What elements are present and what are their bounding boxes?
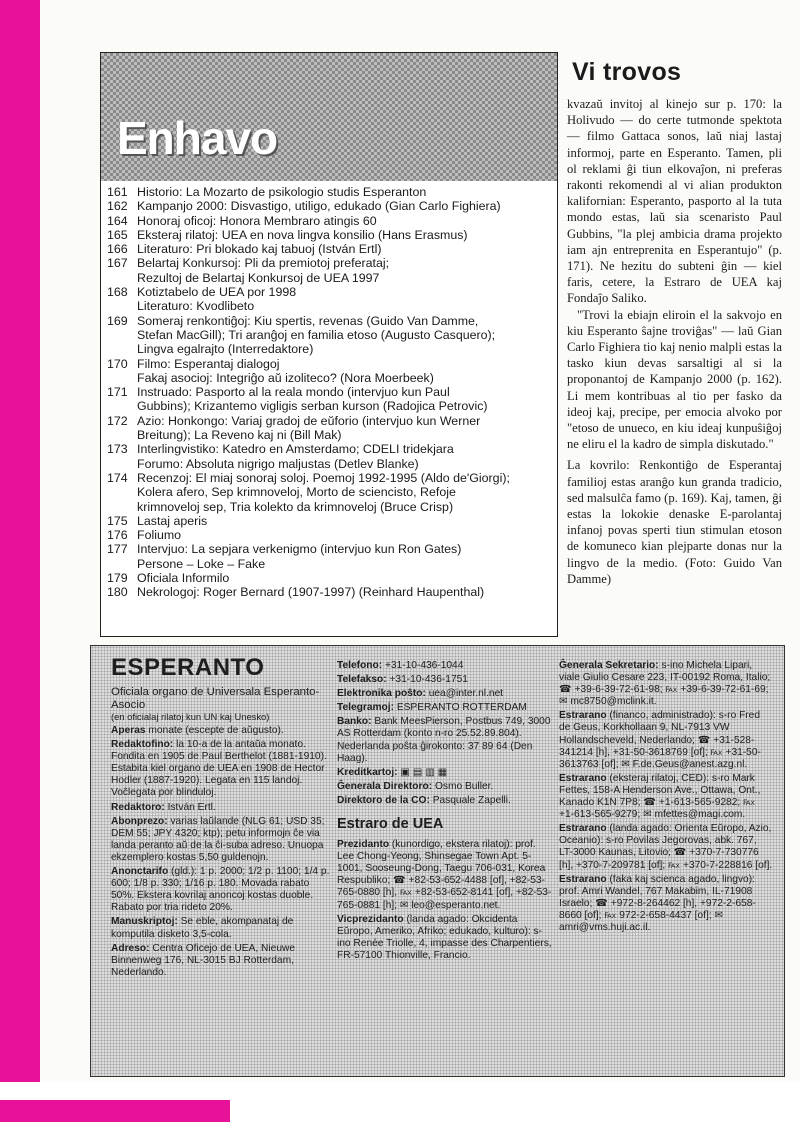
masthead-entry-text: István Ertl. bbox=[167, 801, 216, 813]
toc-entry bbox=[107, 528, 551, 542]
toc-page-number bbox=[107, 399, 137, 413]
toc-page-number: 180 bbox=[107, 585, 128, 600]
toc-entry-text: Eksteraj rilatoj: UEA en nova lingva konsilio (Hans Erasmus) bbox=[137, 227, 468, 242]
toc-entry bbox=[107, 485, 551, 499]
toc-page-number: 174 bbox=[107, 470, 128, 485]
masthead-entry-label: Direktoro de la CO: bbox=[337, 794, 430, 806]
toc-entry bbox=[107, 199, 551, 213]
masthead-entry bbox=[559, 660, 773, 708]
masthead-entry-label: Aperas bbox=[111, 725, 146, 736]
toc-entry bbox=[107, 371, 551, 385]
toc-entry-text: Azio: Honkongo: Variaj gradoj de eŭforio (intervjuo kun Werner bbox=[137, 413, 481, 428]
toc-page-number: 179 bbox=[107, 571, 128, 586]
toc-page-number: 161 bbox=[107, 185, 128, 199]
toc-page-number: 175 bbox=[107, 513, 128, 528]
toc-entry-text: Lingva egalrajto (Interredaktore) bbox=[137, 342, 314, 357]
masthead-entry-text: +31-10-436-1044 bbox=[384, 660, 464, 671]
toc-entry-text: Literaturo: Pri blokado kaj tabuoj (István Ertl) bbox=[137, 242, 382, 257]
toc-entry-text: Belartaj Konkursoj: Pli da premiotoj preferataj; bbox=[137, 256, 390, 271]
masthead-entry-text: Bank MeesPierson, Postbus 749, 3000 AS Rotterdam (konto n-ro 25.52.89.804). Nederlanda poŝta ĝirokonto: 37 89 64 (Den Haag). bbox=[337, 716, 551, 764]
masthead-entry-label: Elektronika poŝto: bbox=[337, 688, 426, 700]
toc-entry-text: Kotiztabelo de UEA por 1998 bbox=[137, 285, 297, 300]
toc-entry-text: Fakaj asocioj: Integriĝo aŭ izoliteco? (Nora Moerbeek) bbox=[137, 370, 434, 385]
masthead-entry bbox=[111, 943, 333, 979]
toc-header-pattern bbox=[101, 53, 557, 181]
toc-entry-text: Kampanjo 2000: Disvastigo, utiligo, edukado (Gian Carlo Fighiera) bbox=[137, 199, 501, 214]
toc-entry bbox=[107, 214, 551, 228]
masthead-entry bbox=[111, 816, 333, 864]
masthead-entry bbox=[337, 688, 555, 700]
toc-entry-text: Lastaj aperis bbox=[137, 513, 208, 528]
toc-page-number bbox=[107, 428, 137, 442]
toc-page-number: 172 bbox=[107, 413, 128, 428]
masthead-column-3 bbox=[559, 660, 773, 936]
masthead-entry bbox=[111, 866, 333, 914]
toc-entry bbox=[107, 285, 551, 299]
masthead-entry-text: ▣ ▤ ▥ ▦ bbox=[400, 766, 448, 778]
masthead-entry bbox=[111, 802, 333, 814]
toc-page-number bbox=[107, 500, 137, 514]
toc-entry bbox=[107, 542, 551, 556]
toc-page-number: 171 bbox=[107, 385, 128, 400]
masthead-entry-text: s-ino Michela Lipari, viale Giulio Cesare 223, IT-00192 Roma, Italio; ☎ +39-6-39-72-61-98; ℻ +39-6-39-72-61-69; ✉ mc8750@mclink.it. bbox=[559, 660, 771, 708]
masthead-entry bbox=[559, 823, 773, 871]
toc-entry-text: Foliumo bbox=[137, 528, 182, 543]
masthead-entry-label: Telefakso: bbox=[337, 674, 387, 686]
vi-trovos-paragraph-2: "Trovi la ebiajn eliroin el la sakvojo en kiu Esperanto ŝajne troviĝas" — laŭ Gian Carlo Fighiera tio kaj nenio malpli estas la tasko kiun devas sarsaltigi al si la proponantoj de Kampanjo 2000 (p. 162). Li mem kontribuas al tio per fasko da ideoj kaj, precipe, per emocia alvoko por "etoso de unueco, en kiu ideaj kunpuŝiĝoj ne eliru el la kadro de simpla diskutado." bbox=[567, 307, 782, 452]
toc-page-number: 167 bbox=[107, 256, 128, 271]
masthead-entry-label: Estrarano bbox=[559, 710, 607, 722]
masthead-entry-label: Redaktofino: bbox=[111, 739, 174, 751]
toc-entry bbox=[107, 271, 551, 285]
masthead-entry bbox=[337, 702, 555, 714]
masthead-entry-label: Banko: bbox=[337, 716, 372, 728]
table-of-contents bbox=[100, 52, 558, 637]
toc-entry bbox=[107, 471, 551, 485]
masthead-entry bbox=[337, 781, 555, 793]
toc-page-number bbox=[107, 557, 137, 571]
masthead-entry-label: Abonprezo: bbox=[111, 815, 168, 827]
masthead-column-2 bbox=[337, 660, 555, 964]
toc-entry-text: Forumo: Absoluta nigrigo maljustas (Detlev Blanke) bbox=[137, 456, 419, 471]
toc-entry-text: Nekrologoj: Roger Bernard (1907-1997) (Reinhard Haupenthal) bbox=[137, 585, 485, 600]
toc-entry bbox=[107, 228, 551, 242]
toc-entry-text: Kolera afero, Sep krimnoveloj, Morto de sciencisto, Refoje bbox=[137, 485, 456, 500]
masthead-entry-label: Estrarano bbox=[559, 772, 607, 784]
masthead-entry bbox=[337, 839, 555, 912]
toc-entry-text: Interlingvistiko: Katedro en Amsterdamo; CDELI tridekjara bbox=[137, 442, 454, 457]
toc-list bbox=[107, 185, 551, 600]
toc-entry-text: krimnoveloj sep, Tria kolekto da krimnoveloj (Bruce Crisp) bbox=[137, 499, 454, 514]
toc-page-number: 173 bbox=[107, 442, 128, 457]
masthead-entry bbox=[559, 710, 773, 770]
toc-page-number: 176 bbox=[107, 528, 128, 543]
masthead-entry-text: (faka kaj scienca agado, lingvo): prof. Amri Wandel, 767 Makabim, IL-71908 Israelo; ☎ +972-8-264462 [h], +972-2-658-8660 [of]; ℻ 972-2-658-4437 [of]; ✉ amri@vms.huji.ac.il. bbox=[559, 873, 756, 933]
toc-entry bbox=[107, 385, 551, 399]
masthead-entry-text: varias laŭlande (NLG 61; USD 35; DEM 55; JPY 4320; ktp); petu informojn ĉe via landa peranto aŭ de la ĉi-suba adreso. Unuopa ekzemplero kostas 5,50 guldenojn. bbox=[111, 815, 325, 863]
masthead-entry-label: Ĝenerala Sekretario: bbox=[559, 660, 659, 671]
masthead-entry bbox=[337, 914, 555, 962]
masthead-entry-label: Kreditkartoj: bbox=[337, 766, 398, 778]
toc-entry bbox=[107, 585, 551, 599]
toc-entry-text: Breitung); La Reveno kaj ni (Bill Mak) bbox=[137, 428, 342, 443]
masthead-entry bbox=[559, 773, 773, 821]
toc-entry-text: Rezultoj de Belartaj Konkursoj de UEA 1997 bbox=[137, 270, 380, 285]
toc-page-number bbox=[107, 299, 137, 313]
toc-page-number bbox=[107, 271, 137, 285]
masthead-entry-text: (financo, administrado): s-ro Fred de Geus, Korkhollaan 9, NL-7913 VW Hollandscheveld, Nederlando; ☎ +31-528-341214 [h], +31-50-3618769 [of]; ℻ +31-50-3613763 [of]; ✉ F.de.Geus@anest.azg.nl. bbox=[559, 710, 761, 770]
masthead-entry-text: la 10-a de la antaŭa monato. Fondita en 1905 de Paul Berthelot (1881-1910). Estabita kiel organo de UEA en 1908 de Hector Hodler (1887-1920). Legata en 115 landoj. Voĉlegata por blinduloj. bbox=[111, 739, 327, 799]
masthead-entry-text: (landa agado: Orienta Eŭropo, Azio, Oceanio): s-ro Povilas Jegorovas, abk. 767, LT-3000 Kaunas, Litovio; ☎ +370-7-730776 [h], +370-7-209781 [of]; ℻ +370-7-228816 [of]. bbox=[559, 823, 773, 871]
masthead-entry bbox=[337, 716, 555, 764]
toc-page-number bbox=[107, 485, 137, 499]
toc-title: Enhavo bbox=[117, 112, 278, 164]
masthead-title: ESPERANTO bbox=[111, 654, 265, 681]
toc-page-number bbox=[107, 371, 137, 385]
masthead-subtitle: Oficiala organo de Universala Esperanto-Asocio bbox=[111, 686, 320, 711]
magenta-bottom-strip bbox=[0, 1100, 230, 1122]
masthead-entry-label: Anonctarifo bbox=[111, 866, 169, 878]
toc-entry bbox=[107, 571, 551, 585]
board-title: Estraro de UEA bbox=[337, 816, 444, 833]
toc-page-number: 177 bbox=[107, 542, 128, 557]
masthead-entry-label: Redaktoro: bbox=[111, 801, 165, 813]
toc-entry bbox=[107, 328, 551, 342]
toc-entry-text: Instruado: Pasporto al la reala mondo (intervjuo kun Paul bbox=[137, 385, 450, 400]
toc-entry-text: Literaturo: Kvodlibeto bbox=[137, 299, 255, 314]
toc-entry-text: Someraj renkontiĝoj: Kiu spertis, revenas (Guido Van Damme, bbox=[137, 313, 479, 328]
masthead-entry-label: Ĝenerala Direktoro: bbox=[337, 780, 433, 792]
toc-entry-text: Honoraj oficoj: Honora Membraro atingis 60 bbox=[137, 213, 377, 228]
masthead-entry-label: Estrarano bbox=[559, 873, 607, 885]
masthead-entry-label: Estrarano bbox=[559, 823, 607, 835]
masthead-entry-label: Telefono: bbox=[337, 660, 383, 671]
vi-trovos-body bbox=[567, 96, 782, 587]
masthead-entry-text: (gld.): 1 p. 2000; 1/2 p. 1100; 1/4 p. 600; 1/8 p. 330; 1/16 p. 180. Movada rabato 50%. Ekstera kovrilaj anoncoj kostas duoble. Rabato por tria rideto 20%. bbox=[111, 866, 330, 914]
toc-page-number: 166 bbox=[107, 242, 128, 257]
vi-trovos-title: Vi trovos bbox=[572, 58, 682, 86]
toc-page-number: 162 bbox=[107, 199, 128, 214]
masthead-entry bbox=[559, 874, 773, 934]
masthead-entry-label: Prezidanto bbox=[337, 839, 390, 851]
toc-page-number bbox=[107, 457, 137, 471]
masthead-entry-text: Se eble, akompanataj de komputila disketo 3,5-cola. bbox=[111, 916, 294, 940]
toc-page-number bbox=[107, 328, 137, 342]
masthead-entry bbox=[337, 795, 555, 807]
toc-entry bbox=[107, 399, 551, 413]
toc-entry bbox=[107, 242, 551, 256]
masthead-entry bbox=[111, 916, 333, 940]
masthead-entry-label: Telegramoj: bbox=[337, 702, 394, 714]
masthead-box bbox=[90, 645, 785, 1077]
masthead-entry-label: Manuskriptoj: bbox=[111, 916, 178, 928]
toc-page-number: 170 bbox=[107, 356, 128, 371]
masthead-entry-text: Osmo Buller. bbox=[434, 780, 494, 792]
masthead-entry bbox=[111, 739, 333, 799]
toc-entry-text: Gubbins); Krizantemo vigligis serban kurson (Radojica Petrovic) bbox=[137, 399, 488, 414]
cover-caption: La kovrilo: Renkontiĝo de Esperantaj familioj estas aranĝo kun granda tradicio, sed malsulĉa famo (p. 169). Kaj, tamen, ĝi estas la lokokie denaske E-parolantaj infanoj povas sperti tiun stimulan etoson de komuneco kian plejparte donas nur la lingvo de la medio. (Foto: Guido Van Damme) bbox=[567, 458, 782, 586]
masthead-column-1 bbox=[111, 654, 333, 981]
toc-page-number bbox=[107, 342, 137, 356]
toc-entry bbox=[107, 500, 551, 514]
masthead-entry bbox=[337, 674, 555, 686]
masthead-entry-label: Adreso: bbox=[111, 942, 150, 954]
toc-entry bbox=[107, 414, 551, 428]
toc-page-number: 168 bbox=[107, 285, 128, 300]
toc-entry bbox=[107, 442, 551, 456]
toc-entry bbox=[107, 185, 551, 199]
masthead-entry-text: (kunordigo, ekstera rilatoj): prof. Lee Chong-Yeong, Shinsegae Town Apt. 5-1001, Sooseung-Dong, Taegu 706-031, Korea Respubliko; ☎ +82-53-652-4488 [of], +82-53-765-0880 [h], ℻ +82-53-652-8141 [of], +82-53-765-0881 [h]; ✉ leo@esperanto.net. bbox=[337, 839, 552, 911]
toc-entry bbox=[107, 357, 551, 371]
toc-entry bbox=[107, 557, 551, 571]
bottom-margin bbox=[0, 1082, 800, 1143]
toc-page-number: 165 bbox=[107, 227, 128, 242]
masthead-entry bbox=[337, 767, 555, 779]
masthead-subtitle-note: (en oficialaj rilatoj kun UN kaj Unesko) bbox=[111, 711, 270, 722]
toc-entry-text: Filmo: Esperantaj dialogoj bbox=[137, 356, 280, 371]
masthead-entry-label: Vicprezidanto bbox=[337, 913, 404, 925]
toc-entry-text: Oficiala Informilo bbox=[137, 571, 230, 586]
toc-page-number: 164 bbox=[107, 213, 128, 228]
toc-entry-text: Stefan MacGill); Tri aranĝoj en familia etoso (Augusto Casquero); bbox=[137, 327, 496, 342]
masthead-entry-text: Pasquale Zapelli. bbox=[432, 794, 511, 806]
masthead-entry-text: +31-10-436-1751 bbox=[389, 674, 468, 686]
masthead-entry-text: uea@inter.nl.net bbox=[428, 688, 504, 700]
toc-entry-text: Historio: La Mozarto de psikologio studis Esperanton bbox=[137, 185, 427, 199]
toc-page-number: 169 bbox=[107, 313, 128, 328]
toc-entry-text: Recenzoj: El miaj sonoraj soloj. Poemoj 1992-1995 (Aldo de'Giorgi); bbox=[137, 470, 510, 485]
toc-entry bbox=[107, 299, 551, 313]
masthead-entry-text: ESPERANTO ROTTERDAM bbox=[396, 702, 527, 714]
toc-entry bbox=[107, 256, 551, 270]
toc-entry bbox=[107, 457, 551, 471]
toc-entry-text: Persone – Loke – Fake bbox=[137, 556, 266, 571]
masthead-entry bbox=[337, 660, 555, 672]
toc-entry-text: Intervjuo: La sepjara verkenigmo (intervjuo kun Ron Gates) bbox=[137, 542, 462, 557]
masthead-entry bbox=[111, 725, 333, 737]
toc-entry bbox=[107, 428, 551, 442]
masthead-entry-text: (eksteraj rilatoj, CED): s-ro Mark Fettes, 158-A Henderson Ave., Ottawa, Ont., Kanado K1N 7P8; ☎ +1-613-565-9282; ℻ +1-613-565-9279; ✉ mfettes@magi.com. bbox=[559, 772, 761, 821]
toc-entry bbox=[107, 314, 551, 328]
toc-entry bbox=[107, 514, 551, 528]
vi-trovos-paragraph-1: kvazaŭ invitoj al kinejo sur p. 170: la Holivudo — do certe tutmonde spektota — filmo Gattaca sonos, laŭ niaj lastaj informoj, parte en Esperanto. Tamen, pli ol reklami ĝi tiun elkovaĵon, ni preferas rakonti rekomendi al vi alian produkton kalifornian: Esperanto, pasporto al la tuta mondo estas, laŭ sia scenaristo Paul Gubbins, "la plej ambicia drama projekto iam ajn entreprenita en Esperantujo" (p. 171). Ne hezitu do subteni ĝin — kiel faris, cetere, la Estraro de UEA kaj Fondaĵo Saliko. bbox=[567, 97, 782, 306]
masthead-entry-text: Centra Oficejo de UEA, Nieuwe Binnenweg 176, NL-3015 BJ Rotterdam, Nederlando. bbox=[111, 942, 296, 978]
masthead-entry-text: monate (escepte de aŭgusto). bbox=[148, 725, 284, 736]
masthead-entry-text: (landa agado: Okcidenta Eŭropo, Ameriko, Afriko; edukado, kulturo): s-ino Renée Triolle, 4, impasse des Charpentiers, FR-57100 Thionville, Francio. bbox=[337, 913, 552, 961]
toc-entry bbox=[107, 342, 551, 356]
